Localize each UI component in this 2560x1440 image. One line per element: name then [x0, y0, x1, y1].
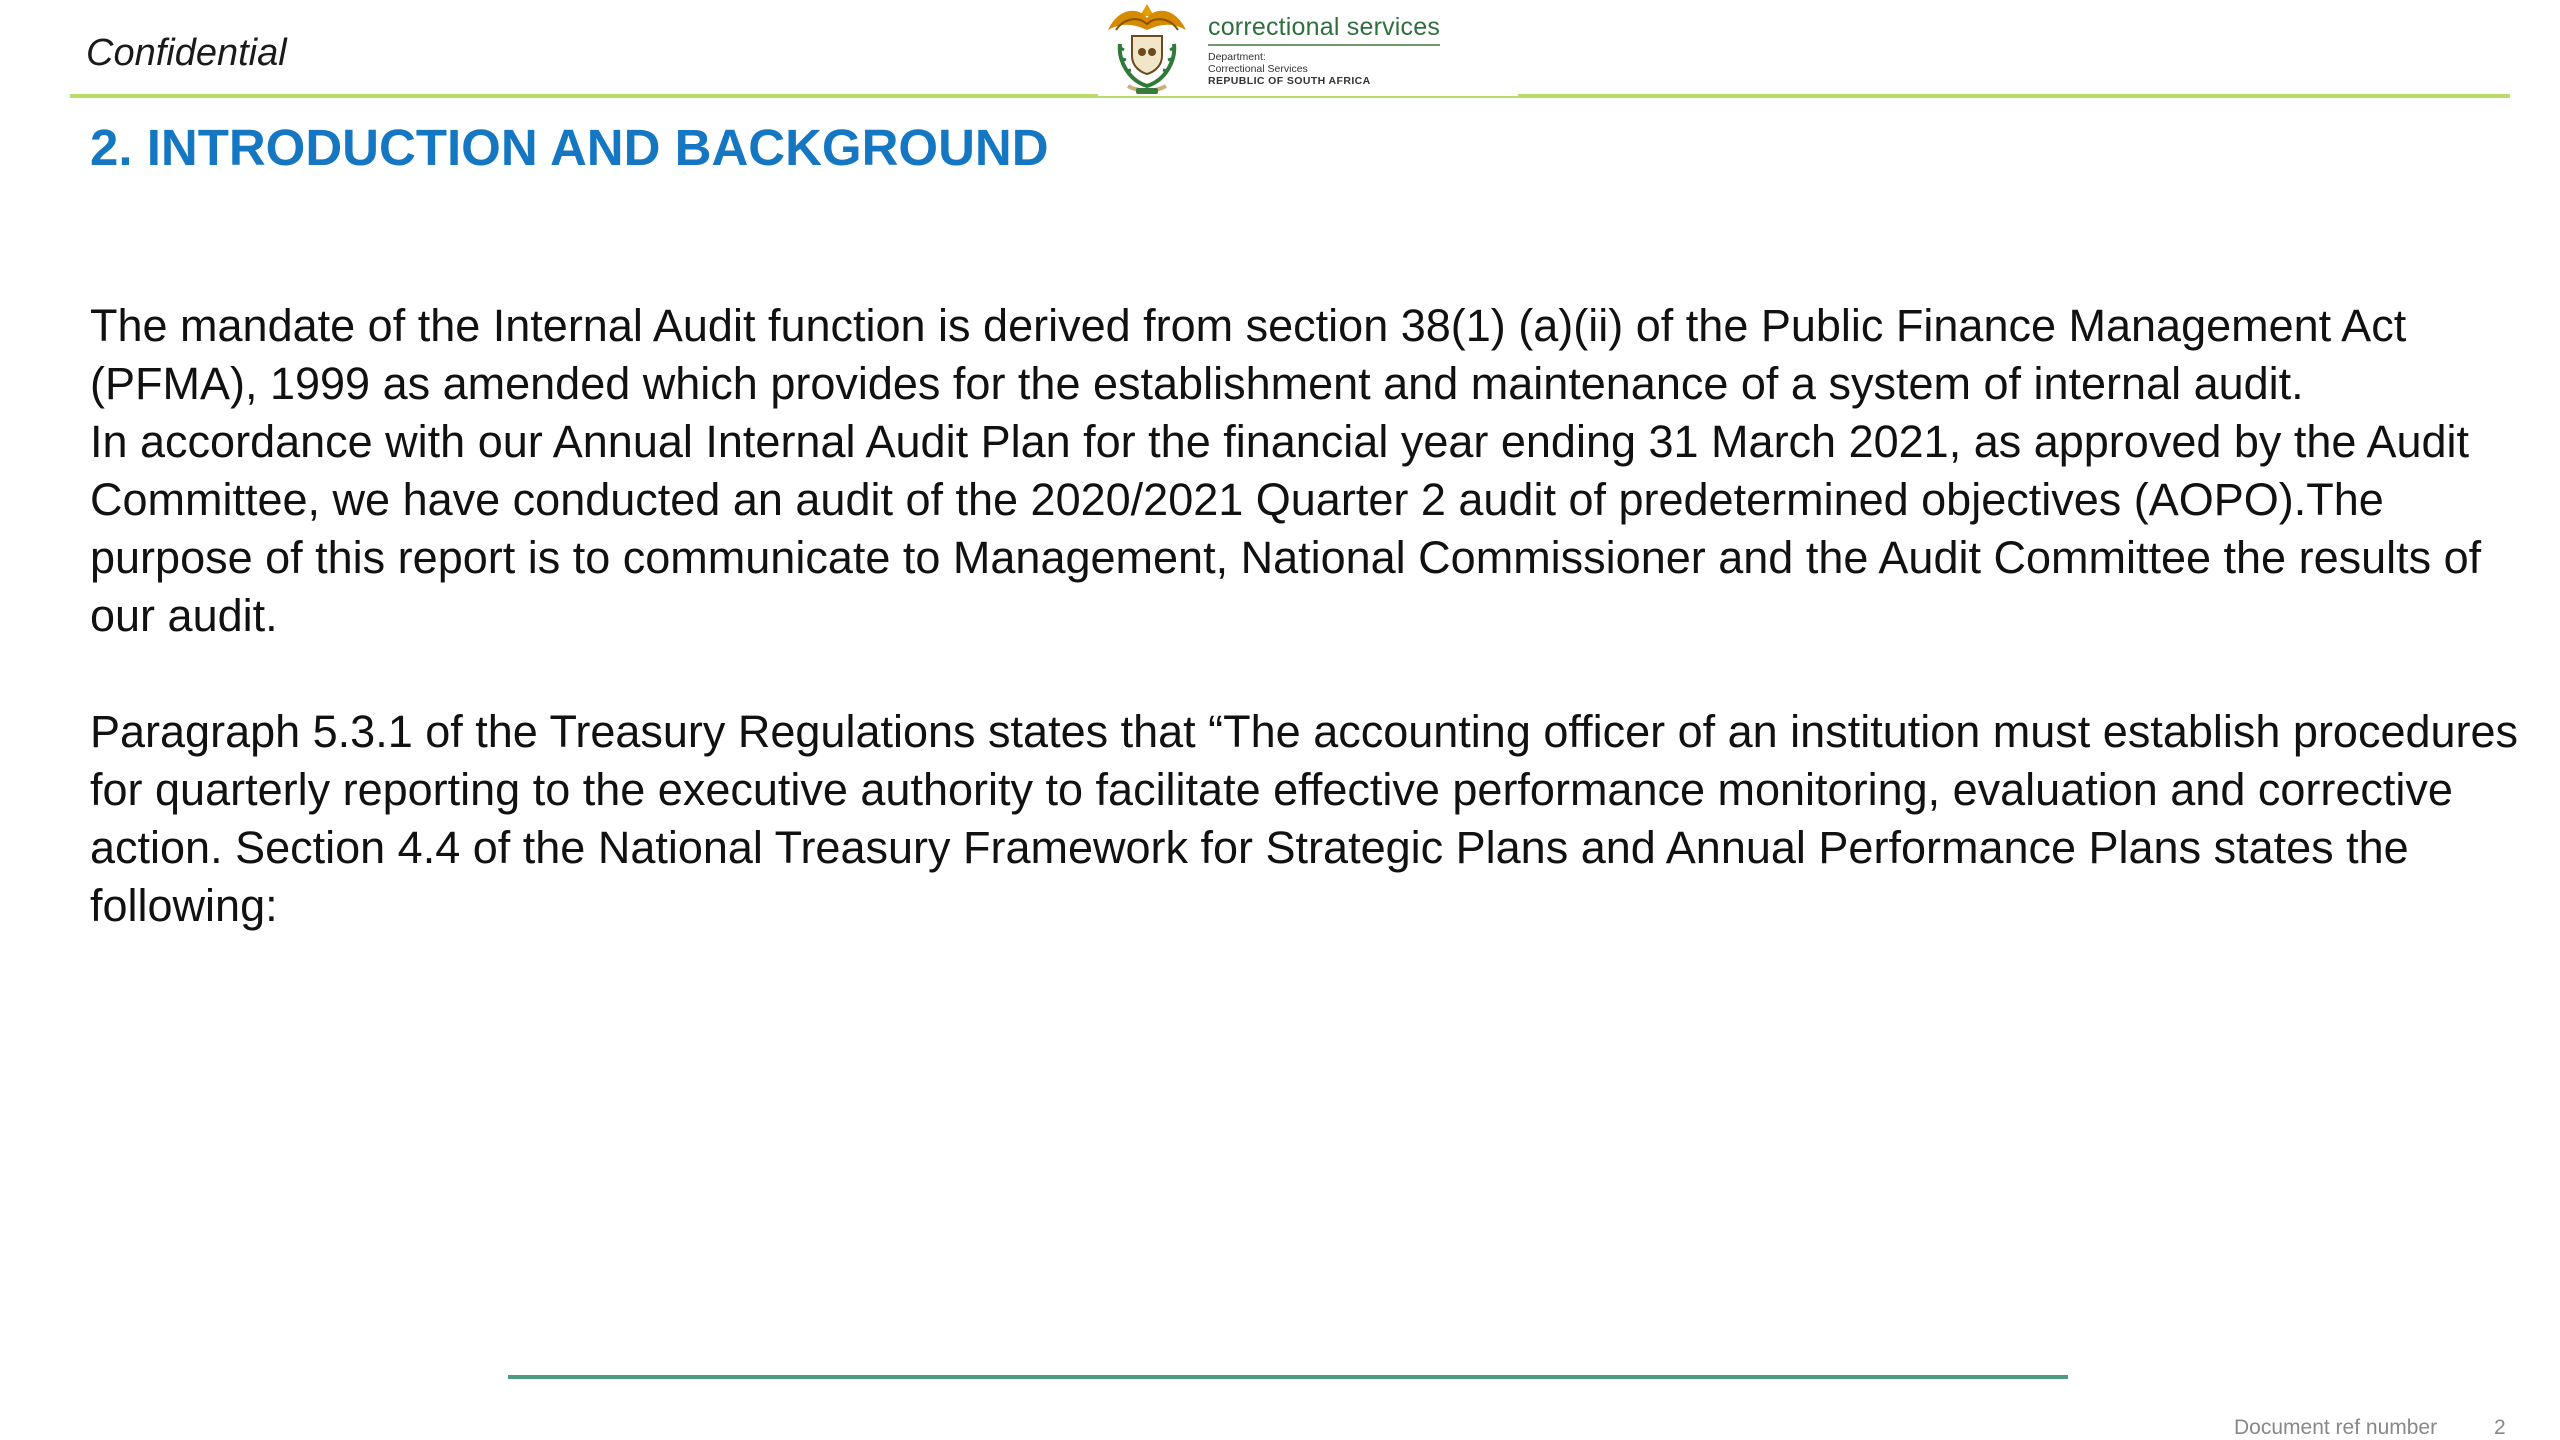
- logo-line-services: Correctional Services: [1208, 63, 1308, 75]
- slide-title: 2. INTRODUCTION AND BACKGROUND: [90, 119, 1049, 176]
- paragraph-audit-plan: In accordance with our Annual Internal Audit Plan for the financial year ending 31 March 2021, as approved by the Audit Committee, we have conducted an audit of the 2020/2021 Quarter 2 audit of predetermined objectives (AOPO).The purpose of this report is to communicate to Management, National Commissioner and the Audit Committee the results of our audit.: [90, 416, 2482, 641]
- department-logo: [1098, 0, 1518, 96]
- confidential-label: Confidential: [86, 32, 287, 74]
- document-ref-label: Document ref number: [2234, 1416, 2438, 1439]
- logo-text-block: [1208, 9, 1440, 87]
- paragraph-spacer: [90, 645, 2530, 703]
- slide-body: [90, 297, 2530, 935]
- logo-line-country: REPUBLIC OF SOUTH AFRICA: [1208, 75, 1371, 87]
- coat-of-arms-icon: [1098, 0, 1196, 96]
- page-number: 2: [2494, 1416, 2506, 1439]
- footer-divider: [508, 1375, 2068, 1379]
- paragraph-treasury-regulations: Paragraph 5.3.1 of the Treasury Regulations states that “The accounting officer of an institution must establish procedures for quarterly reporting to the executive authority to facilitate effective performance monitoring, evaluation and corrective action. Section 4.4 of the National Treasury Framework for Strategic Plans and Annual Performance Plans states the following:: [90, 706, 2519, 931]
- logo-line-department: Department:: [1208, 51, 1266, 63]
- logo-department-name: correctional services: [1208, 13, 1440, 46]
- paragraph-mandate: The mandate of the Internal Audit function is derived from section 38(1) (a)(ii) of the Public Finance Management Act (PFMA), 1999 as amended which provides for the establishment and maintenance of a system of internal audit.: [90, 300, 2407, 409]
